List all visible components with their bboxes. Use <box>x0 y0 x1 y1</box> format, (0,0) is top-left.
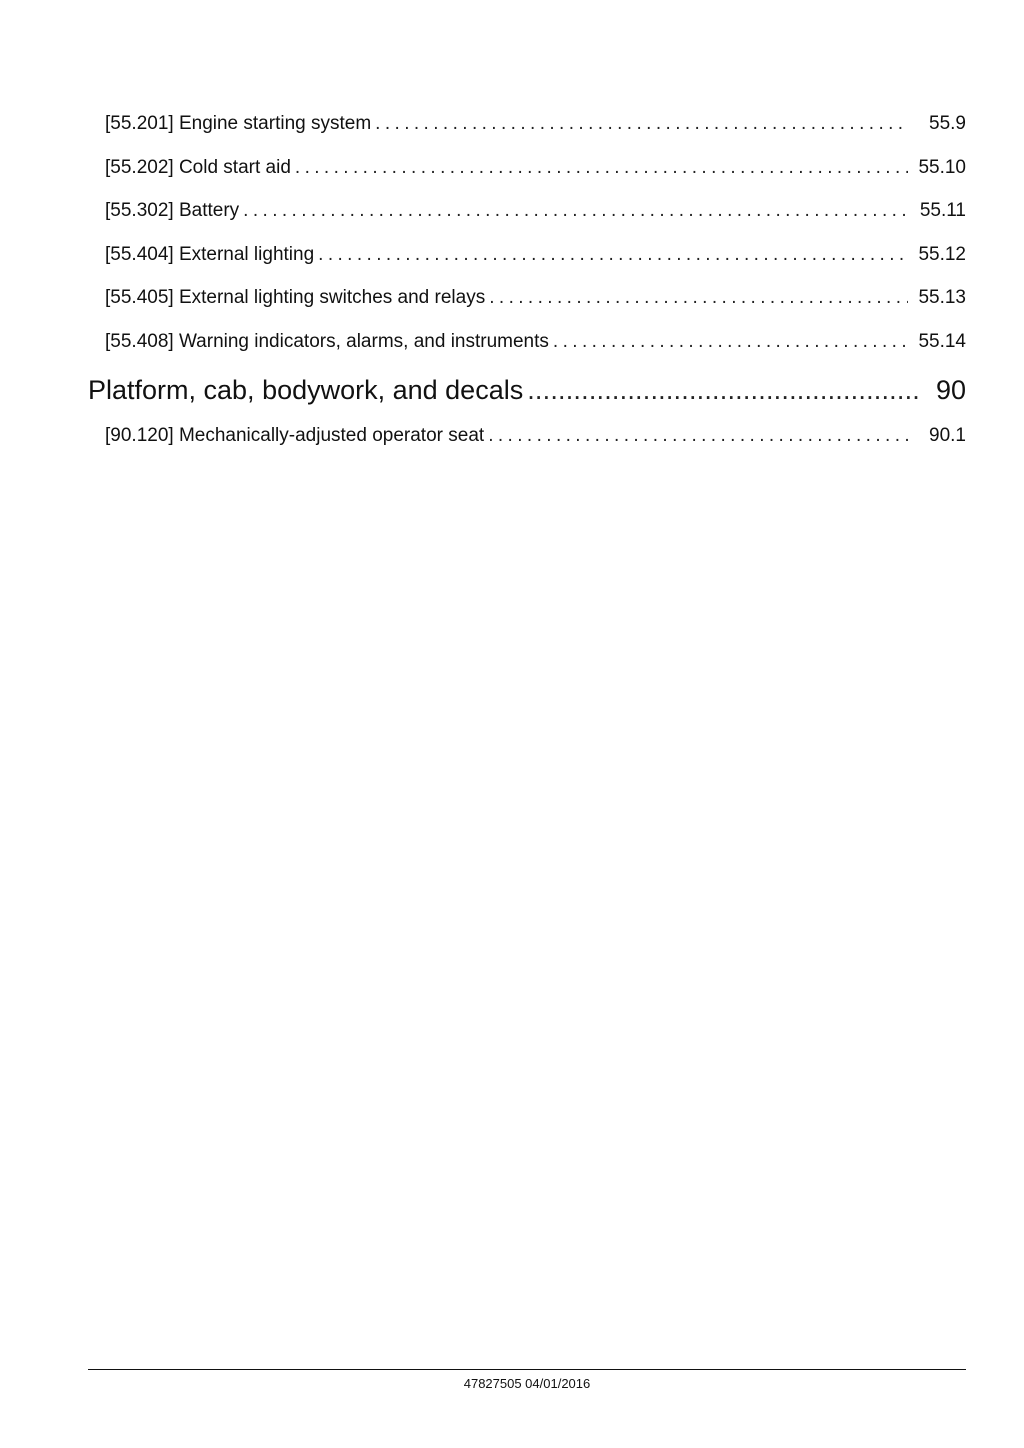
toc-entry-page: 55.13 <box>918 287 966 309</box>
toc-entry-page: 55.14 <box>918 330 966 352</box>
toc-entry-label: [55.408] Warning indicators, alarms, and instruments <box>105 330 549 352</box>
footer-divider <box>88 1369 966 1370</box>
footer-document-id: 47827505 04/01/2016 <box>463 1376 591 1391</box>
toc-entry-page: 55.11 <box>919 200 966 222</box>
toc-entry-page: 55.9 <box>929 113 966 134</box>
dot-leader <box>553 322 908 362</box>
dot-leader <box>488 416 908 456</box>
dot-leader <box>527 366 920 414</box>
toc-entry-label: [90.120] Mechanically-adjusted operator seat <box>105 424 485 446</box>
toc-entry-page: 90.1 <box>929 424 966 446</box>
dot-leader <box>318 235 908 275</box>
toc-entry-label: [55.201] Engine starting system <box>105 113 372 134</box>
toc-entry-label: [55.302] Battery <box>105 200 240 222</box>
toc-entry-engine-starting-system[interactable] <box>88 104 966 148</box>
toc-entry-external-lighting-switches[interactable] <box>88 278 966 322</box>
toc-entry-operator-seat[interactable] <box>88 416 966 460</box>
toc-entry-label: [55.405] External lighting switches and relays <box>105 287 486 309</box>
toc-entry-cold-start-aid[interactable] <box>88 148 966 192</box>
dot-leader <box>295 148 908 188</box>
toc-entry-external-lighting[interactable] <box>88 235 966 279</box>
dot-leader <box>243 191 908 231</box>
table-of-contents <box>88 104 966 459</box>
toc-chapter-label: Platform, cab, bodywork, and decals <box>88 374 524 405</box>
dot-leader <box>375 104 908 144</box>
toc-entry-label: [55.202] Cold start aid <box>105 156 291 178</box>
toc-chapter-platform-cab[interactable] <box>88 366 966 416</box>
toc-entry-page: 55.12 <box>918 243 966 265</box>
toc-entry-label: [55.404] External lighting <box>105 243 315 265</box>
dot-leader <box>489 278 908 318</box>
toc-entry-warning-indicators[interactable] <box>88 322 966 366</box>
toc-chapter-page: 90 <box>935 374 966 405</box>
toc-entry-page: 55.10 <box>918 156 966 178</box>
toc-entry-battery[interactable] <box>88 191 966 235</box>
